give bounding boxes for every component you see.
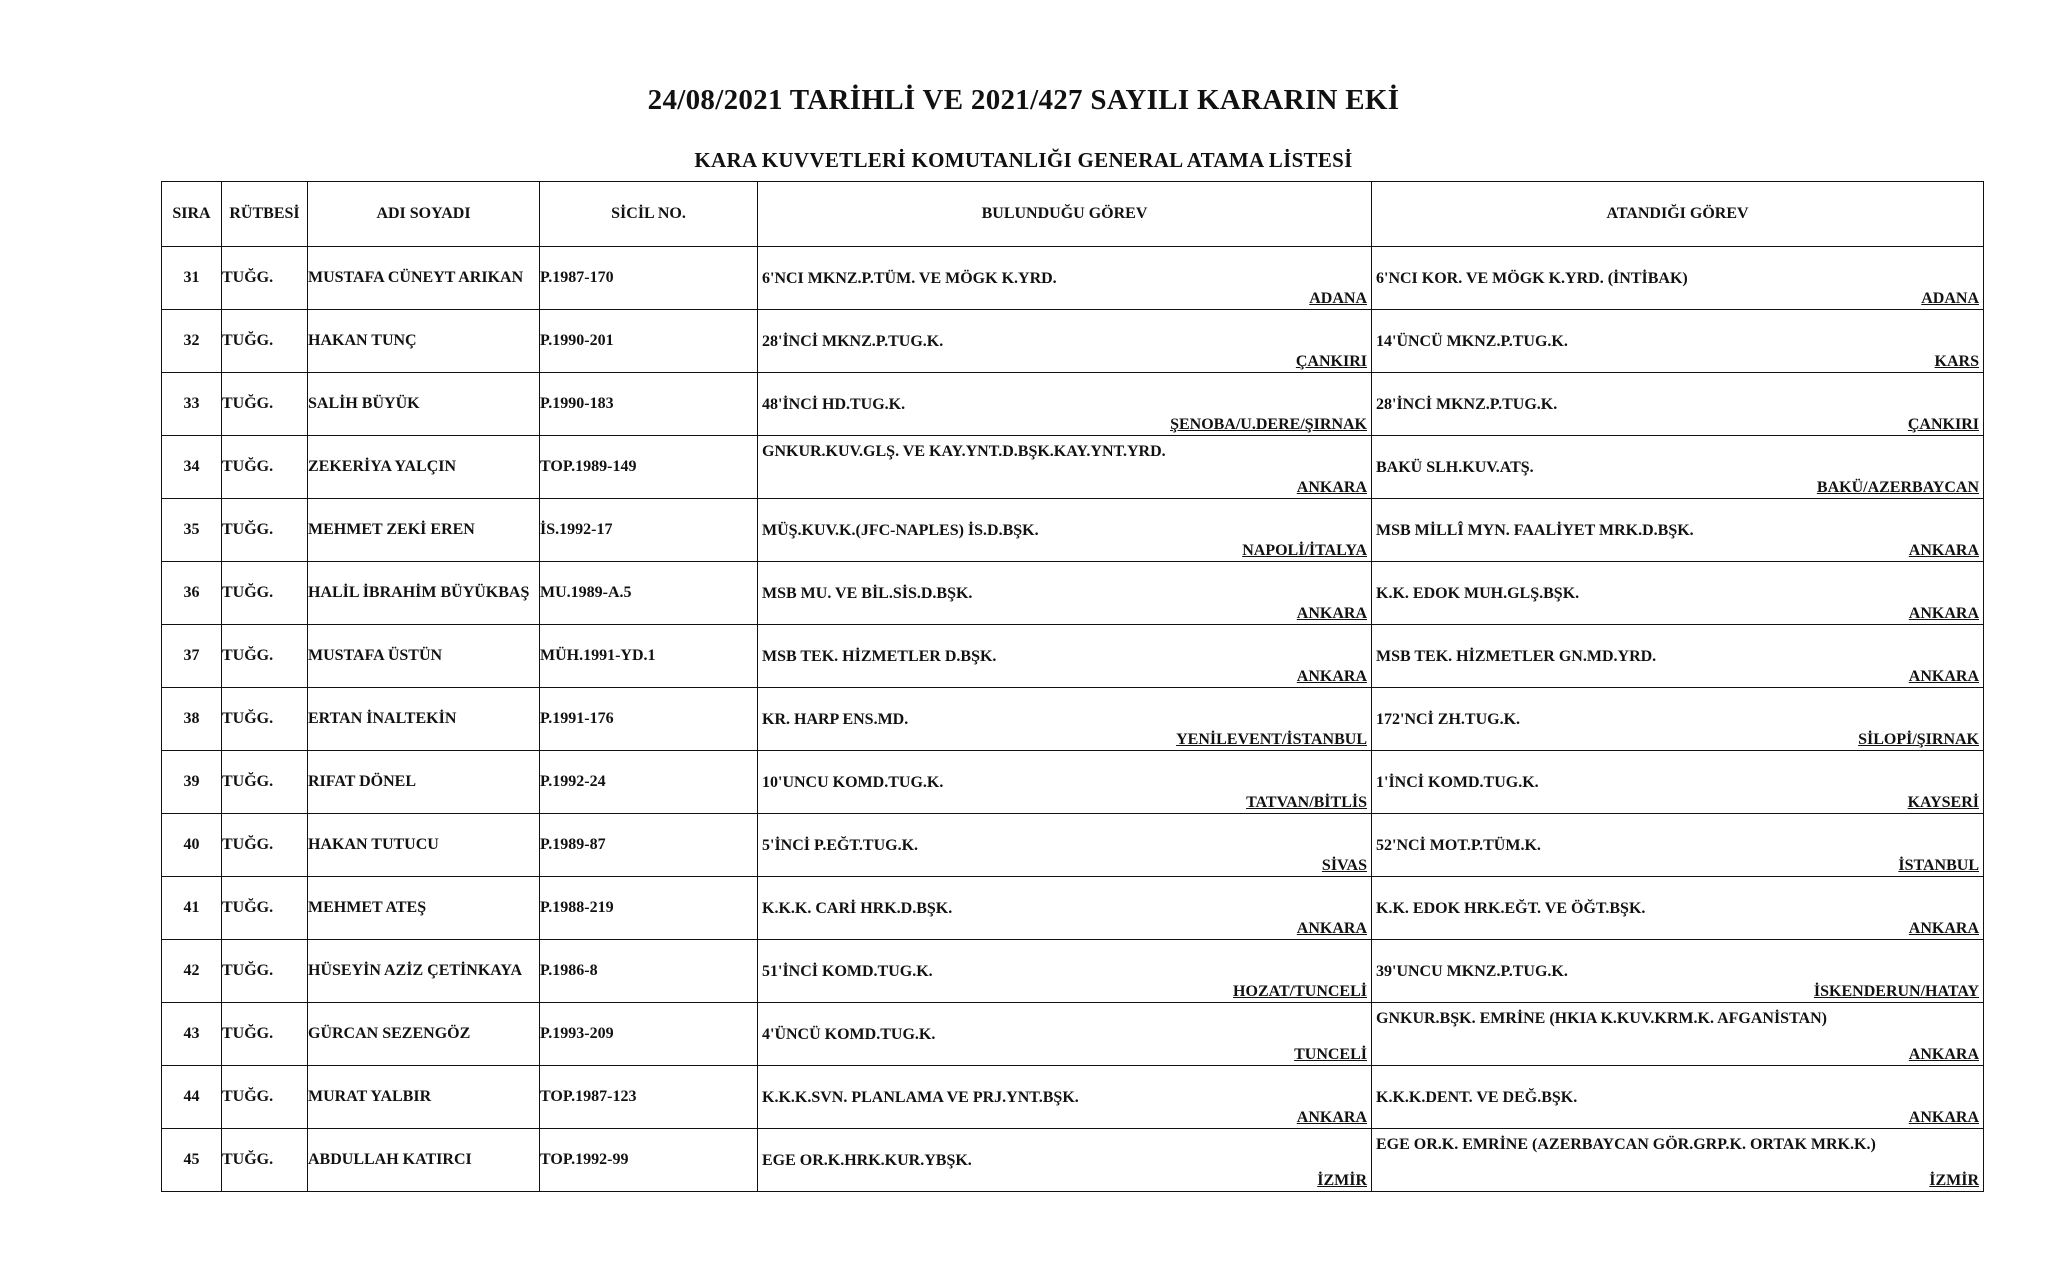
row-assigned-duty-cell [1372, 1066, 1984, 1129]
row-rutbe: TUĞG. [222, 499, 308, 562]
row-assigned-duty-cell [1372, 373, 1984, 436]
row-assigned-duty-cell [1372, 1003, 1984, 1066]
row-assigned-location: ANKARA [1908, 920, 1979, 937]
row-sira: 40 [162, 814, 222, 877]
row-assigned-duty: 1'İNCİ KOMD.TUG.K. [1376, 774, 1539, 791]
table-header-row [162, 182, 1984, 247]
row-sicil: MU.1989-A.5 [540, 562, 758, 625]
row-assigned-duty-cell [1372, 562, 1984, 625]
row-current-duty-cell [758, 436, 1372, 499]
row-sicil: P.1988-219 [540, 877, 758, 940]
row-rutbe: TUĞG. [222, 1129, 308, 1192]
row-current-location: HOZAT/TUNCELİ [1233, 983, 1367, 1000]
row-name: HAKAN TUTUCU [308, 814, 540, 877]
row-current-duty: 4'ÜNCÜ KOMD.TUG.K. [762, 1026, 936, 1043]
row-assigned-location: İZMİR [1929, 1172, 1979, 1189]
table-row [162, 814, 1984, 877]
row-assigned-duty: EGE OR.K. EMRİNE (AZERBAYCAN GÖR.GRP.K. ORTAK MRK.K.) [1376, 1136, 1876, 1153]
row-sira: 34 [162, 436, 222, 499]
row-current-duty-cell [758, 373, 1372, 436]
row-name: MURAT YALBIR [308, 1066, 540, 1129]
row-current-duty-cell [758, 562, 1372, 625]
row-assigned-duty: GNKUR.BŞK. EMRİNE (HKIA K.KUV.KRM.K. AFGANİSTAN) [1376, 1010, 1827, 1027]
table-row [162, 373, 1984, 436]
row-current-location: ANKARA [1296, 479, 1367, 496]
row-assigned-duty: 28'İNCİ MKNZ.P.TUG.K. [1376, 396, 1558, 413]
row-assigned-location: ANKARA [1908, 1046, 1979, 1063]
row-assigned-location: ANKARA [1908, 668, 1979, 685]
row-rutbe: TUĞG. [222, 625, 308, 688]
row-current-location: ANKARA [1296, 920, 1367, 937]
row-current-location: İZMİR [1317, 1172, 1367, 1189]
header-sira: SIRA [162, 182, 222, 247]
row-assigned-location: KAYSERİ [1907, 794, 1979, 811]
row-current-duty: MÜŞ.KUV.K.(JFC-NAPLES) İS.D.BŞK. [762, 522, 1039, 539]
row-assigned-duty: 6'NCI KOR. VE MÖGK K.YRD. (İNTİBAK) [1376, 270, 1688, 287]
row-current-duty: 5'İNCİ P.EĞT.TUG.K. [762, 837, 919, 854]
row-sicil: TOP.1987-123 [540, 1066, 758, 1129]
row-assigned-duty: K.K.K.DENT. VE DEĞ.BŞK. [1376, 1089, 1578, 1106]
row-name: MUSTAFA CÜNEYT ARIKAN [308, 247, 540, 310]
row-assigned-duty-cell [1372, 247, 1984, 310]
row-rutbe: TUĞG. [222, 940, 308, 1003]
row-sicil: P.1989-87 [540, 814, 758, 877]
row-assigned-duty-cell [1372, 940, 1984, 1003]
row-assigned-duty-cell [1372, 310, 1984, 373]
row-current-duty-cell [758, 247, 1372, 310]
row-sicil: P.1986-8 [540, 940, 758, 1003]
table-row [162, 499, 1984, 562]
header-adi-soyadi: ADI SOYADI [308, 182, 540, 247]
row-current-location: NAPOLİ/İTALYA [1242, 542, 1367, 559]
row-sira: 45 [162, 1129, 222, 1192]
row-sira: 43 [162, 1003, 222, 1066]
row-rutbe: TUĞG. [222, 373, 308, 436]
row-assigned-duty-cell [1372, 499, 1984, 562]
row-rutbe: TUĞG. [222, 688, 308, 751]
assignment-table [161, 181, 1984, 1192]
row-rutbe: TUĞG. [222, 247, 308, 310]
row-assigned-duty-cell [1372, 877, 1984, 940]
table-row [162, 1066, 1984, 1129]
document-subtitle: KARA KUVVETLERİ KOMUTANLIĞI GENERAL ATAMA LİSTESİ [694, 148, 1353, 172]
row-current-duty-cell [758, 1003, 1372, 1066]
row-assigned-duty: K.K. EDOK MUH.GLŞ.BŞK. [1376, 585, 1580, 602]
row-assigned-location: ANKARA [1908, 1109, 1979, 1126]
row-current-location: ADANA [1309, 290, 1367, 307]
row-sicil: P.1992-24 [540, 751, 758, 814]
row-assigned-duty-cell [1372, 688, 1984, 751]
row-current-duty: 48'İNCİ HD.TUG.K. [762, 396, 906, 413]
row-current-location: TATVAN/BİTLİS [1246, 794, 1367, 811]
row-current-location: ANKARA [1296, 605, 1367, 622]
row-assigned-duty-cell [1372, 751, 1984, 814]
header-rutbe: RÜTBESİ [222, 182, 308, 247]
row-assigned-duty-cell [1372, 1129, 1984, 1192]
row-sicil: TOP.1989-149 [540, 436, 758, 499]
table-row [162, 940, 1984, 1003]
row-sicil: P.1993-209 [540, 1003, 758, 1066]
row-name: HAKAN TUNÇ [308, 310, 540, 373]
row-sira: 42 [162, 940, 222, 1003]
row-current-location: SİVAS [1321, 857, 1367, 874]
row-rutbe: TUĞG. [222, 877, 308, 940]
table-body [162, 247, 1984, 1192]
row-sira: 33 [162, 373, 222, 436]
row-name: SALİH BÜYÜK [308, 373, 540, 436]
row-assigned-location: BAKÜ/AZERBAYCAN [1816, 479, 1979, 496]
row-sicil: P.1990-201 [540, 310, 758, 373]
row-current-location: TUNCELİ [1294, 1046, 1367, 1063]
row-assigned-location: SİLOPİ/ŞIRNAK [1858, 731, 1979, 748]
row-assigned-duty-cell [1372, 625, 1984, 688]
row-assigned-duty: 52'NCİ MOT.P.TÜM.K. [1376, 837, 1541, 854]
row-name: ZEKERİYA YALÇIN [308, 436, 540, 499]
header-sicil-no: SİCİL NO. [540, 182, 758, 247]
row-name: MEHMET ZEKİ EREN [308, 499, 540, 562]
row-assigned-duty: 172'NCİ ZH.TUG.K. [1376, 711, 1521, 728]
row-sira: 31 [162, 247, 222, 310]
table-row [162, 688, 1984, 751]
row-current-duty: K.K.K.SVN. PLANLAMA VE PRJ.YNT.BŞK. [762, 1089, 1079, 1106]
row-rutbe: TUĞG. [222, 814, 308, 877]
row-assigned-duty: K.K. EDOK HRK.EĞT. VE ÖĞT.BŞK. [1376, 900, 1646, 917]
row-current-location: ÇANKIRI [1295, 353, 1367, 370]
row-name: MUSTAFA ÜSTÜN [308, 625, 540, 688]
row-current-duty-cell [758, 751, 1372, 814]
row-current-duty-cell [758, 940, 1372, 1003]
row-assigned-location: ANKARA [1908, 542, 1979, 559]
row-current-duty-cell [758, 1129, 1372, 1192]
row-current-duty: EGE OR.K.HRK.KUR.YBŞK. [762, 1152, 972, 1169]
row-name: RIFAT DÖNEL [308, 751, 540, 814]
table-row [162, 1003, 1984, 1066]
row-rutbe: TUĞG. [222, 1003, 308, 1066]
row-current-duty: 6'NCI MKNZ.P.TÜM. VE MÖGK K.YRD. [762, 270, 1057, 287]
row-name: GÜRCAN SEZENGÖZ [308, 1003, 540, 1066]
table-row [162, 625, 1984, 688]
row-sicil: P.1987-170 [540, 247, 758, 310]
row-current-duty: KR. HARP ENS.MD. [762, 711, 909, 728]
row-sicil: P.1990-183 [540, 373, 758, 436]
row-sira: 44 [162, 1066, 222, 1129]
row-sicil: MÜH.1991-YD.1 [540, 625, 758, 688]
row-assigned-duty: MSB TEK. HİZMETLER GN.MD.YRD. [1376, 648, 1657, 665]
row-sira: 37 [162, 625, 222, 688]
row-current-duty-cell [758, 1066, 1372, 1129]
row-name: HALİL İBRAHİM BÜYÜKBAŞ [308, 562, 540, 625]
row-name: HÜSEYİN AZİZ ÇETİNKAYA [308, 940, 540, 1003]
row-current-duty-cell [758, 310, 1372, 373]
row-rutbe: TUĞG. [222, 310, 308, 373]
row-current-duty: 28'İNCİ MKNZ.P.TUG.K. [762, 333, 944, 350]
row-assigned-duty-cell [1372, 436, 1984, 499]
table-row [162, 436, 1984, 499]
row-current-duty: K.K.K. CARİ HRK.D.BŞK. [762, 900, 953, 917]
row-rutbe: TUĞG. [222, 562, 308, 625]
row-sicil: İS.1992-17 [540, 499, 758, 562]
row-assigned-location: İSTANBUL [1898, 857, 1979, 874]
row-rutbe: TUĞG. [222, 1066, 308, 1129]
row-assigned-duty: 14'ÜNCÜ MKNZ.P.TUG.K. [1376, 333, 1568, 350]
row-name: MEHMET ATEŞ [308, 877, 540, 940]
row-current-duty: GNKUR.KUV.GLŞ. VE KAY.YNT.D.BŞK.KAY.YNT.YRD. [762, 443, 1166, 460]
row-name: ERTAN İNALTEKİN [308, 688, 540, 751]
row-assigned-duty: MSB MİLLÎ MYN. FAALİYET MRK.D.BŞK. [1376, 522, 1694, 539]
row-sicil: P.1991-176 [540, 688, 758, 751]
document-title: 24/08/2021 TARİHLİ VE 2021/427 SAYILI KARARIN EKİ [647, 84, 1400, 116]
row-sicil: TOP.1992-99 [540, 1129, 758, 1192]
header-bulundugu-gorev: BULUNDUĞU GÖREV [758, 182, 1372, 247]
row-rutbe: TUĞG. [222, 751, 308, 814]
header-atandigi-gorev: ATANDIĞI GÖREV [1372, 182, 1984, 247]
row-current-location: ANKARA [1296, 1109, 1367, 1126]
row-current-duty: MSB TEK. HİZMETLER D.BŞK. [762, 648, 997, 665]
row-name: ABDULLAH KATIRCI [308, 1129, 540, 1192]
row-sira: 35 [162, 499, 222, 562]
row-assigned-location: KARS [1934, 353, 1979, 370]
table-row [162, 1129, 1984, 1192]
row-current-duty-cell [758, 814, 1372, 877]
table-row [162, 562, 1984, 625]
row-current-duty-cell [758, 625, 1372, 688]
row-current-duty: MSB MU. VE BİL.SİS.D.BŞK. [762, 585, 973, 602]
row-assigned-duty: 39'UNCU MKNZ.P.TUG.K. [1376, 963, 1568, 980]
row-current-duty-cell [758, 877, 1372, 940]
row-current-duty: 51'İNCİ KOMD.TUG.K. [762, 963, 933, 980]
row-assigned-duty-cell [1372, 814, 1984, 877]
row-sira: 38 [162, 688, 222, 751]
row-assigned-location: İSKENDERUN/HATAY [1813, 983, 1979, 1000]
row-current-location: ANKARA [1296, 668, 1367, 685]
table-row [162, 751, 1984, 814]
row-assigned-duty: BAKÜ SLH.KUV.ATŞ. [1376, 459, 1534, 476]
row-assigned-location: ANKARA [1908, 605, 1979, 622]
row-assigned-location: ÇANKIRI [1907, 416, 1979, 433]
row-sira: 41 [162, 877, 222, 940]
row-sira: 36 [162, 562, 222, 625]
row-rutbe: TUĞG. [222, 436, 308, 499]
row-current-location: ŞENOBA/U.DERE/ŞIRNAK [1170, 416, 1367, 433]
row-sira: 32 [162, 310, 222, 373]
row-current-location: YENİLEVENT/İSTANBUL [1176, 731, 1367, 748]
table-row [162, 877, 1984, 940]
row-current-duty-cell [758, 688, 1372, 751]
row-current-duty: 10'UNCU KOMD.TUG.K. [762, 774, 944, 791]
row-current-duty-cell [758, 499, 1372, 562]
table-row [162, 247, 1984, 310]
row-sira: 39 [162, 751, 222, 814]
table-row [162, 310, 1984, 373]
row-assigned-location: ADANA [1921, 290, 1979, 307]
